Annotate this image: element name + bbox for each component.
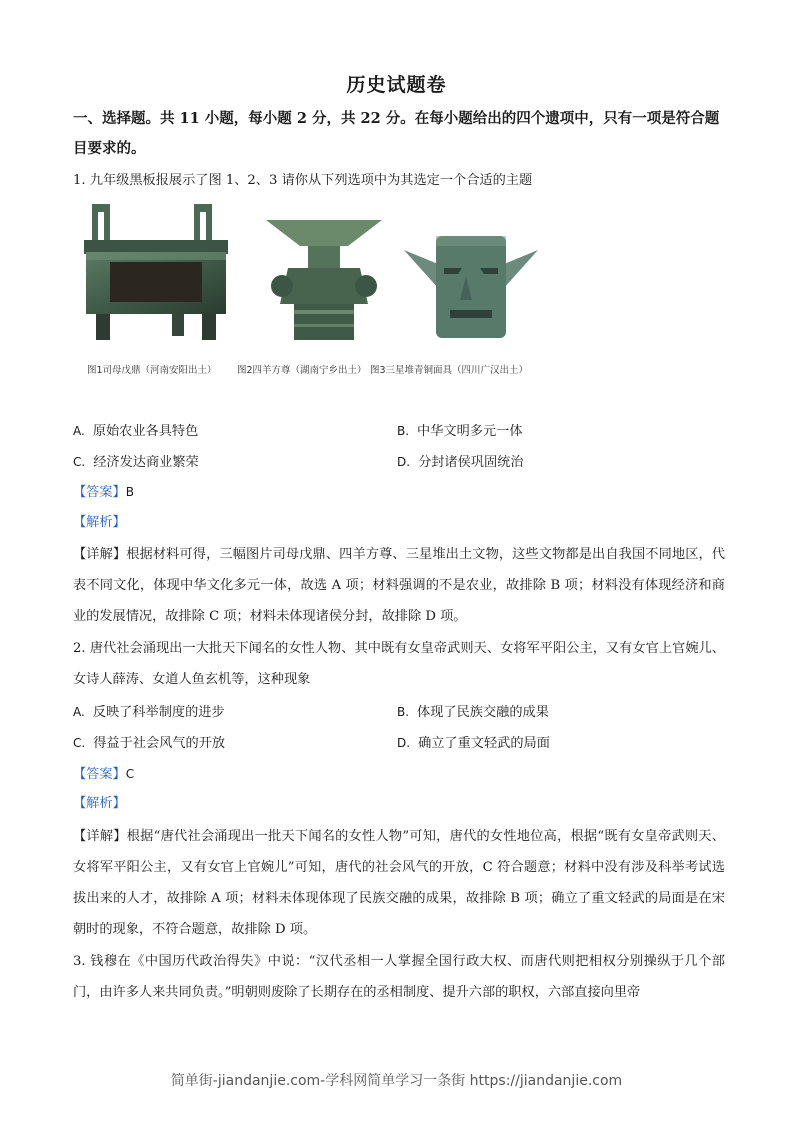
q2-answer: 【答案】C — [73, 767, 135, 782]
q2-option-c: C. 得益于社会风气的开放 — [73, 736, 226, 751]
figure-1-caption: 图1司母戊鼎（河南安阳出土） — [87, 365, 217, 376]
q1-option-d: D. 分封诸侯巩固统治 — [397, 455, 524, 470]
question-2-stem: 2. 唐代社会涌现出一大批天下闻名的女性人物、其中既有女皇帝武则天、女将军平阳公主，又有女官上官婉儿、女诗人薛涛、女道人鱼玄机等，这种现象 — [73, 641, 725, 687]
question-3-stem: 3. 钱穆在《中国历代政治得失》中说：“汉代丞相一人掌握全国行政大权、而唐代则把相权分别操纵于几个部门，由许多人来共同负责。”明朝则废除了长期存在的丞相制度、提升六部的职权，六部直接向里帝 — [73, 954, 725, 1000]
q1-option-a: A. 原始农业各具特色 — [73, 424, 199, 439]
q1-analysis-label: 【解析】 — [73, 515, 126, 530]
section-heading: 一、选择题。共 11 小题，每小题 2 分，共 22 分。在每小题给出的四个遗项中，只有一项是符合题目要求的。 — [73, 110, 720, 157]
q1-answer: 【答案】B — [73, 485, 134, 500]
q1-option-c: C. 经济发达商业繁荣 — [73, 455, 199, 470]
ding-image — [82, 202, 232, 344]
footer-watermark: 简单街-jiandanjie.com-学科网简单学习一条街 https://jiandanjie.com — [170, 1073, 623, 1089]
q2-option-d: D. 确立了重文轻武的局面 — [397, 736, 550, 751]
figure-2-caption: 图2四羊方尊（湖南宁乡出土） — [237, 365, 367, 376]
q1-detail: 【详解】根据材料可得，三幅图片司母戊鼎、四羊方尊、三星堆出土文物，这些文物都是出自我国不同地区，代表不同文化，体现中华文化多元一体，故选 A 项；材料强调的不是农业，故排除 B 项；材料没有体现经济和商业的发展情况，故排除 C 项；材料未体现诸侯分封，故排除 D 项。 — [73, 547, 725, 624]
q2-option-a: A. 反映了科举制度的进步 — [73, 705, 225, 720]
q2-analysis-label: 【解析】 — [73, 796, 126, 811]
q2-detail: 【详解】根据“唐代社会涌现出一批天下闻名的女性人物”可知，唐代的女性地位高，根据“既有女皇帝武则天、女将军平阳公主，又有女官上官婉儿”可知，唐代的社会风气的开放，C 符合题意；材料中没有涉及科举考试选拔出来的人才，故排除 A 项；材料未体现体现了民族交融的成果，故排除 B 项；确立了重文轻武的局面是在宋朝时的现象，不符合题意，故排除 D 项。 — [73, 829, 725, 937]
zun-image — [264, 216, 384, 344]
page-title: 历史试题卷 — [346, 74, 447, 96]
bronze-mask-image — [404, 228, 538, 340]
figure-row — [82, 202, 532, 382]
q2-option-b: B. 体现了民族交融的成果 — [397, 705, 549, 720]
figure-3-caption: 图3三星堆青铜面具（四川广汉出土） — [370, 365, 529, 376]
q1-option-b: B. 中华文明多元一体 — [397, 424, 523, 439]
question-1-stem: 1. 九年级黑板报展示了图 1、2、3 请你从下列选项中为其选定一个合适的主题 — [73, 173, 533, 188]
